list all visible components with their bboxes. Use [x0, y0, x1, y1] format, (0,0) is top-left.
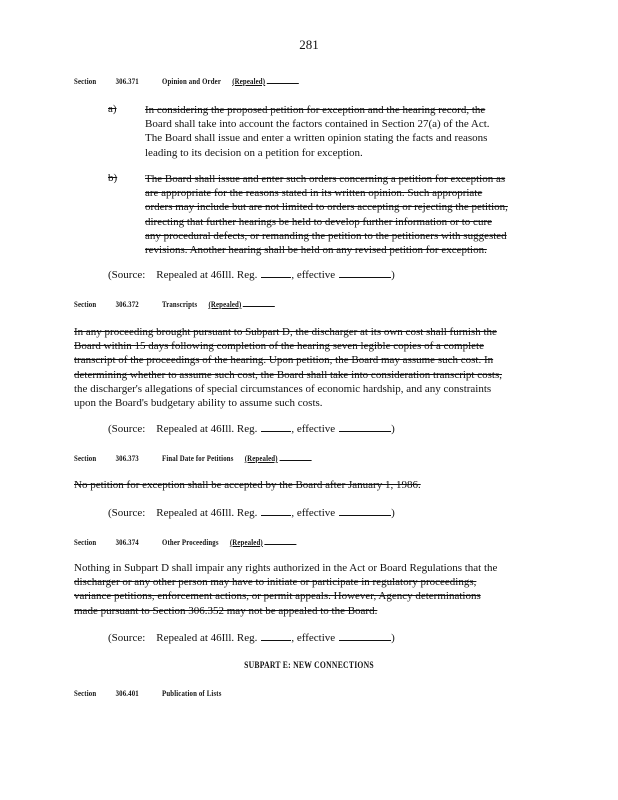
paragraph-line: the discharger's allegations of special circumstances of economic hardship, and any constraints: [74, 382, 492, 395]
section-label: Section: [74, 299, 97, 309]
section-373-paragraph: [74, 478, 421, 492]
date-blank: [339, 267, 391, 278]
section-heading-306-373: [74, 452, 311, 463]
item-letter-a: a): [108, 103, 117, 115]
source-text: Repealed at 46Ill. Reg.: [156, 423, 258, 435]
section-number: 306.374: [115, 537, 139, 547]
subpart-heading: SUBPART E: NEW CONNECTIONS: [244, 660, 374, 670]
date-blank: [339, 505, 391, 516]
section-heading-306-371: [74, 75, 299, 86]
heading-rule: [267, 75, 299, 84]
section-number: 306.373: [115, 453, 139, 463]
paragraph-line: made pursuant to Section 306.352 may not be appealed to the Board.: [74, 604, 378, 617]
section-title: Other Proceedings: [162, 537, 219, 547]
paragraph-line: Board within 15 days following completion of the hearing seven legible copies of a complete: [74, 340, 484, 353]
paragraph-line: determining whether to assume such cost, the Board shall take into consideration transcript costs,: [74, 368, 502, 381]
section-title: Opinion and Order: [162, 76, 222, 86]
paragraph-line: upon the Board's budgetary ability to assume such costs.: [74, 397, 323, 410]
source-note: [108, 630, 395, 644]
section-number: 306.372: [115, 299, 139, 309]
item-b-line: orders may include but are not limited to orders accepting or rejecting the petition,: [145, 201, 508, 214]
source-text: Repealed at 46Ill. Reg.: [156, 632, 258, 644]
section-heading-306-401: [74, 688, 233, 698]
item-b-line: any procedural defects, or remanding the petition to the petitioners with suggested: [145, 229, 507, 242]
volume-blank: [261, 421, 291, 432]
section-title: Transcripts: [162, 299, 198, 309]
source-effective: , effective: [291, 632, 336, 644]
volume-blank: [261, 267, 291, 278]
source-note: [108, 267, 395, 281]
item-b-line: are appropriate for the reasons stated in its written opinion. Such appropriate: [145, 187, 483, 200]
source-effective: , effective: [291, 423, 336, 435]
source-close: ): [391, 423, 395, 435]
item-a-line: leading to its decision on a petition for exception.: [145, 146, 363, 159]
source-prefix: (Source:: [108, 423, 146, 435]
section-label: Section: [74, 453, 97, 463]
item-b-line: The Board shall issue and enter such orders concerning a petition for exception as: [145, 173, 506, 185]
source-text: Repealed at 46Ill. Reg.: [156, 269, 258, 281]
heading-rule: [279, 452, 311, 461]
source-note: [108, 505, 395, 519]
section-title: Final Date for Petitions: [162, 453, 234, 463]
section-heading-306-372: [74, 298, 275, 309]
source-effective: , effective: [291, 507, 336, 519]
page-number: 281: [299, 37, 319, 52]
source-text: Repealed at 46Ill. Reg.: [156, 507, 258, 519]
heading-rule: [243, 298, 275, 307]
section-label: Section: [74, 537, 97, 547]
repealed-status: (Repealed): [229, 537, 263, 547]
source-prefix: (Source:: [108, 632, 146, 644]
repealed-status: (Repealed): [232, 76, 266, 86]
repealed-status: (Repealed): [208, 299, 242, 309]
section-372-paragraph: [74, 325, 540, 410]
item-a-line: Board shall take into account the factors contained in Section 27(a) of the Act.: [145, 118, 490, 131]
source-prefix: (Source:: [108, 269, 146, 281]
item-letter-b: b): [108, 172, 118, 184]
source-prefix: (Source:: [108, 507, 146, 519]
item-a-line: In considering the proposed petition for exception and the hearing record, the: [145, 104, 486, 116]
paragraph-line: transcript of the proceedings of the hearing. Upon petition, the Board may assume such cost. In: [74, 354, 494, 367]
section-number: 306.371: [115, 76, 139, 86]
paragraph-line: No petition for exception shall be accepted by the Board after January 1, 1986.: [74, 479, 421, 491]
paragraph-line: Nothing in Subpart D shall impair any rights authorized in the Act or Board Regulations that the: [74, 562, 498, 574]
item-b-line: revisions. Another hearing shall be held on any revised petition for exception.: [145, 244, 487, 257]
heading-rule: [264, 536, 296, 545]
item-b-paragraph: [145, 172, 540, 257]
item-b-line: directing that further hearings be held to develop further information or to cure: [145, 215, 492, 228]
source-effective: , effective: [291, 269, 336, 281]
source-close: ): [391, 507, 395, 519]
volume-blank: [261, 505, 291, 516]
item-a-line: The Board shall issue and enter a written opinion stating the facts and reasons: [145, 132, 488, 145]
item-a-paragraph: [145, 103, 523, 160]
section-label: Section: [74, 688, 97, 698]
section-heading-306-374: [74, 536, 296, 547]
section-title: Publication of Lists: [162, 688, 222, 698]
source-note: [108, 421, 395, 435]
paragraph-line: variance petitions, enforcement actions, or permit appeals. However, Agency determinations: [74, 590, 481, 603]
volume-blank: [261, 630, 291, 641]
source-close: ): [391, 269, 395, 281]
date-blank: [339, 630, 391, 641]
repealed-status: (Repealed): [244, 453, 278, 463]
section-label: Section: [74, 76, 97, 86]
paragraph-line: In any proceeding brought pursuant to Subpart D, the discharger at its own cost shall furnish the: [74, 326, 497, 338]
section-number: 306.401: [115, 688, 139, 698]
date-blank: [339, 421, 391, 432]
paragraph-line: discharger or any other person may have to initiate or participate in regulatory proceedings,: [74, 576, 477, 589]
section-374-paragraph: [74, 561, 532, 618]
source-close: ): [391, 632, 395, 644]
